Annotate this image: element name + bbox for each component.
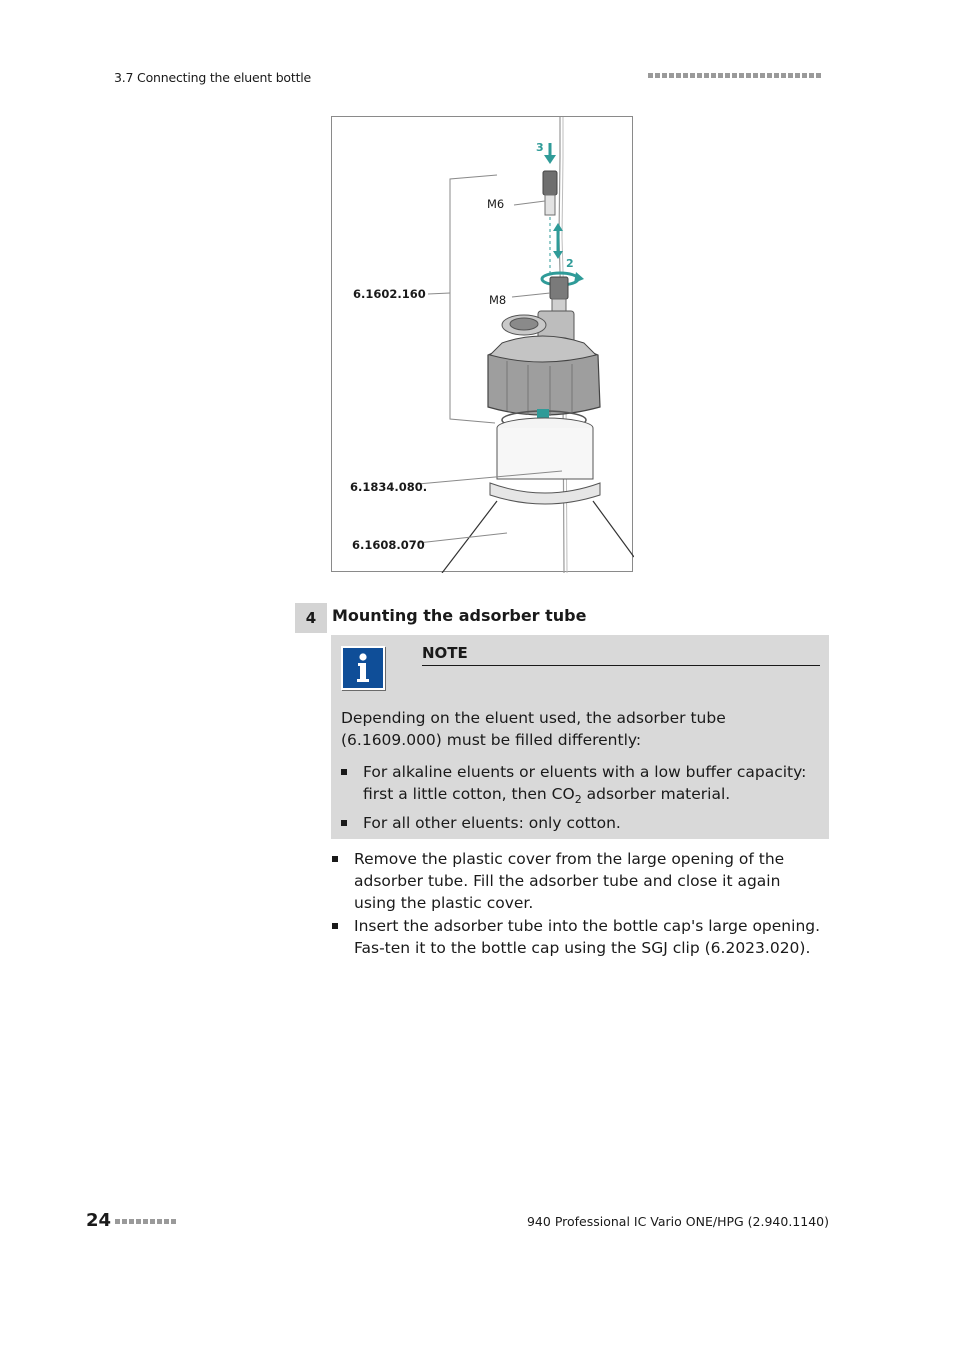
step-title: Mounting the adsorber tube — [332, 606, 587, 625]
document-title: 940 Professional IC Vario ONE/HPG (2.940.1140) — [526, 1214, 829, 1229]
info-icon — [341, 646, 385, 690]
step-2-label: 2 — [566, 257, 574, 270]
label-bottle-part: 6.1608.070 — [352, 538, 425, 552]
section-header: 3.7 Connecting the eluent bottle — [114, 70, 312, 85]
label-m8: M8 — [489, 293, 507, 307]
note-bullet-list — [341, 761, 821, 835]
header-dots-decoration — [648, 73, 821, 78]
note-text: Depending on the eluent used, the adsorber tube (6.1609.000) must be filled differently: — [341, 709, 726, 749]
footer-dots-decoration — [115, 1219, 176, 1224]
note-bullet-text-end: adsorber material. — [581, 785, 731, 803]
label-ring-part: 6.1834.080. — [350, 480, 428, 494]
label-m6: M6 — [487, 197, 505, 211]
note-bullet-item — [341, 761, 821, 811]
instruction-item: Insert the adsorber tube into the bottle cap's large opening. Fas-ten it to the bottle cap using the SGJ clip (6.2023.020). — [332, 915, 822, 959]
subscript-two: 2 — [574, 793, 582, 807]
note-title: NOTE — [422, 644, 820, 666]
instruction-list — [332, 848, 822, 960]
page-number: 24 — [86, 1210, 112, 1231]
instruction-item: Remove the plastic cover from the large opening of the adsorber tube. Fill the adsorber tube and close it again using the plastic cover. — [332, 848, 822, 914]
note-bullet-item: For all other eluents: only cotton. — [341, 812, 821, 834]
note-box — [331, 635, 829, 839]
note-bullet-text-start: For alkaline eluents or eluents with a low buffer capacity: first a little cotton, then CO — [363, 763, 807, 803]
step-number: 4 — [295, 603, 327, 633]
label-cap-part: 6.1602.160 — [353, 287, 426, 301]
bottle-cap-figure — [331, 116, 633, 572]
step-3-label: 3 — [536, 141, 544, 154]
